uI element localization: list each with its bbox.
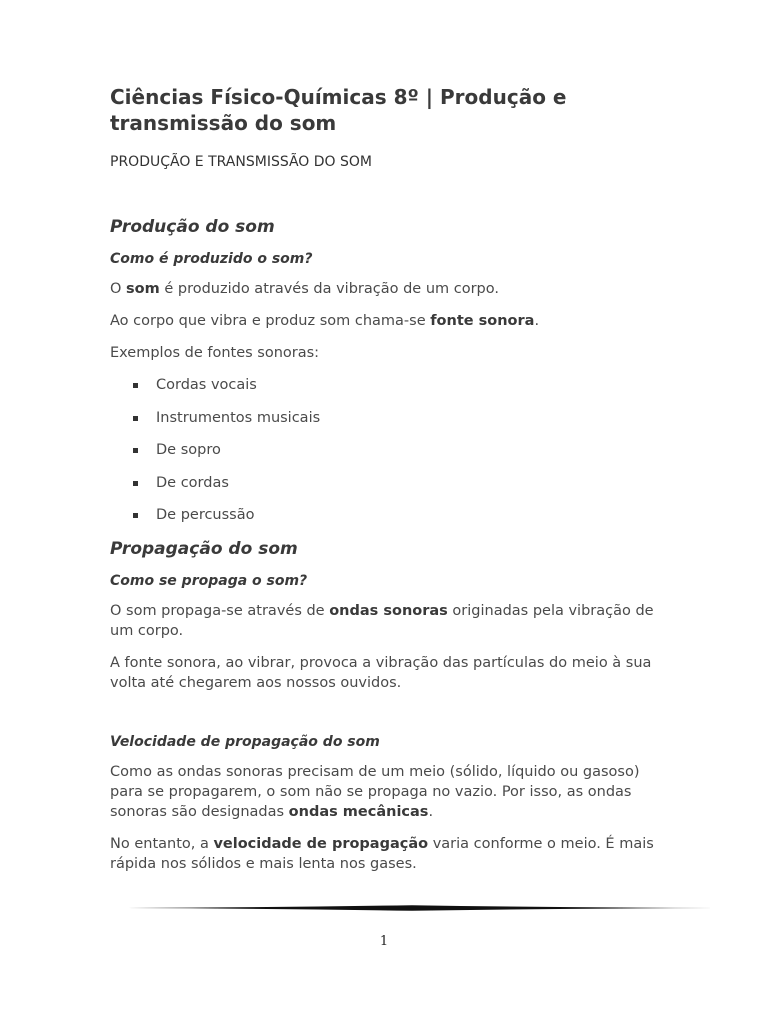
text: originadas pela vibração de um corpo.	[110, 602, 654, 639]
text: O som propaga-se através de	[110, 602, 330, 619]
paragraph-fonte-sonora	[110, 311, 670, 331]
section-heading-velocidade: Velocidade de propagação do som	[110, 733, 380, 750]
text: O	[110, 281, 127, 297]
document-page	[110, 84, 670, 886]
paragraph-ondas-mecanicas	[110, 762, 670, 822]
section-heading-producao: Produção do som	[110, 217, 275, 237]
paragraph-velocidade	[110, 834, 670, 874]
examples-list	[110, 375, 670, 525]
section-heading-propagacao: Propagação do som	[110, 538, 298, 559]
section-question-propagacao: Como se propaga o som?	[110, 572, 308, 589]
list-item: De cordas	[110, 473, 670, 493]
text: Ao corpo que vibra e produz som chama-se	[110, 313, 431, 329]
list-item: De percussão	[110, 505, 670, 525]
document-subtitle: PRODUÇÃO E TRANSMISSÃO DO SOM	[110, 154, 373, 170]
bold-term: ondas mecânicas	[288, 803, 429, 820]
bold-term: fonte sonora	[430, 313, 535, 329]
text: Como as ondas sonoras precisam de um meio (sólido, líquido ou gasoso) para se propagarem, o som não se propaga no vazio. Por isso, as ondas sonoras são designadas	[110, 763, 640, 820]
paragraph-ondas-sonoras	[110, 601, 670, 641]
list-item: Cordas vocais	[110, 375, 670, 395]
document-title: Ciências Físico-Químicas 8º | Produção e transmissão do som	[110, 85, 567, 135]
page-number: 1	[379, 934, 389, 949]
bold-term: velocidade de propagação	[213, 835, 429, 852]
paragraph-exemplos: Exemplos de fontes sonoras:	[110, 345, 320, 361]
text: .	[534, 313, 540, 329]
paragraph-fonte-vibrar: A fonte sonora, ao vibrar, provoca a vibração das partículas do meio à sua volta até chegarem aos nossos ouvidos.	[110, 654, 652, 691]
bold-term: ondas sonoras	[329, 602, 448, 619]
list-item: De sopro	[110, 440, 670, 460]
text: varia conforme o meio. É mais rápida nos sólidos e mais lenta nos gases.	[110, 835, 654, 872]
footer-divider	[110, 904, 714, 912]
bold-term: som	[126, 281, 160, 297]
text: No entanto, a	[110, 835, 214, 852]
list-item: Instrumentos musicais	[110, 408, 670, 428]
section-question-producao: Como é produzido o som?	[110, 251, 313, 267]
text: .	[428, 803, 434, 820]
paragraph-som-produzido	[110, 279, 670, 299]
text: é produzido através da vibração de um corpo.	[159, 281, 499, 297]
